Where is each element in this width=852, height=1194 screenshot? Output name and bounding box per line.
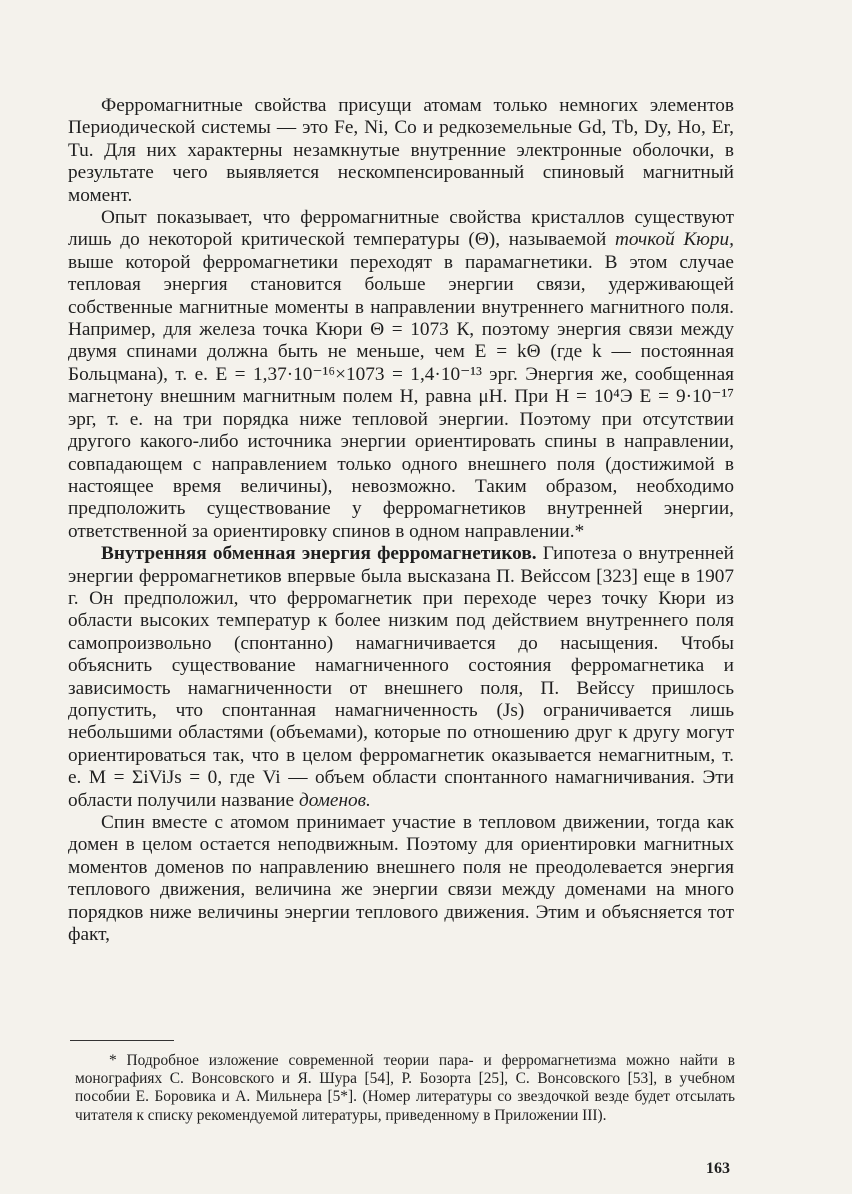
curie-point-term: точкой Кюри, [614, 229, 734, 251]
footnote-text: * Подробное изложение современной теории пара- и ферромагнетизма можно найти в монографиях С. Вонсовского и Я. Шура [54], Р. Бозорта [25], С. Вонсовского [53], в учебном пособии Е. Боровика и А. Мильнера [5*]. (Номер литературы со звездочкой везде будет отсылать читателя к списку рекомендуемой литературы, приведенному в Приложении III). [75, 1052, 735, 1124]
domains-term: доменов. [298, 789, 371, 811]
footnote [75, 1052, 735, 1125]
paragraph-1-text: Ферромагнитные свойства присущи атомам только немногих элементов Периодической системы — это Fe, Ni, Co и редкоземельные Gd, Tb, Dy, Ho, Er, Tu. Для них характерны незамкнутые внутренние электронные оболочки, в результате чего выявляется нескомпенсированный спиновый магнитный момент. [68, 95, 734, 206]
paragraph-1 [68, 95, 734, 207]
paragraph-4 [68, 812, 734, 946]
main-text [68, 95, 734, 946]
paragraph-3-text: Гипотеза о внутренней энергии ферромагнетиков впервые была высказана П. Вейссом [323] еще в 1907 г. Он предположил, что ферромагнетик при переходе через точку Кюри из области высоких температур к более низким под действием внутреннего поля самопроизвольно (спонтанно) намагничивается до насыщения. Чтобы объяснить существование намагниченного состояния ферромагнетика и зависимость намагниченности от внешнего поля, П. Вейссу пришлось допустить, что спонтанная намагниченность (Js) ограничивается лишь небольшими областями (объемами), которые по отношению друг к другу могут ориентироваться так, что в целом ферромагнетик оказывается немагнитным, т. е. M = ΣiViJs = 0, где Vi — объем области спонтанного намагничивания. Эти области получили название [68, 543, 734, 811]
paragraph-2 [68, 207, 734, 543]
page-number: 163 [706, 1160, 730, 1177]
section-heading: Внутренняя обменная энергия ферромагнетиков. [101, 543, 537, 565]
paragraph-2-text-a: Опыт показывает, что ферромагнитные свойства кристаллов существуют лишь до некоторой критической температуры (Θ), называемой [68, 207, 734, 251]
footnote-divider [70, 1040, 174, 1041]
paragraph-2-text-b: выше которой ферромагнетики переходят в парамагнетики. В этом случае тепловая энергия становится больше энергии связи, удерживающей собственные магнитные моменты в направлении внутреннего магнитного поля. Например, для железа точка Кюри Θ = 1073 К, поэтому энергия связи между двумя спинами должна быть не меньше, чем E = kΘ (где k — постоянная Больцмана), т. е. E = 1,37·10⁻¹⁶×1073 = 1,4·10⁻¹³ эрг. Энергия же, сообщенная магнетону внешним магнитным полем H, равна μH. При H = 10⁴Э E = 9·10⁻¹⁷ эрг, т. е. на три порядка ниже тепловой энергии. Поэтому при отсутствии другого какого-либо источника энергии ориентировать спины в направлении, совпадающем с направлением только одного внешнего поля (достижимой в настоящее время величины), невозможно. Таким образом, необходимо предположить существование у ферромагнетиков внутренней энергии, ответственной за ориентировку спинов в одном направлении.* [68, 251, 734, 542]
paragraph-4-text: Спин вместе с атомом принимает участие в тепловом движении, тогда как домен в целом остается неподвижным. Поэтому для ориентировки магнитных моментов доменов по направлению внешнего поля не преодолевается энергия теплового движения, величина же энергии связи между доменами на много порядков ниже величины энергии теплового движения. Этим и объясняется тот факт, [68, 812, 734, 946]
paragraph-3 [68, 543, 734, 812]
